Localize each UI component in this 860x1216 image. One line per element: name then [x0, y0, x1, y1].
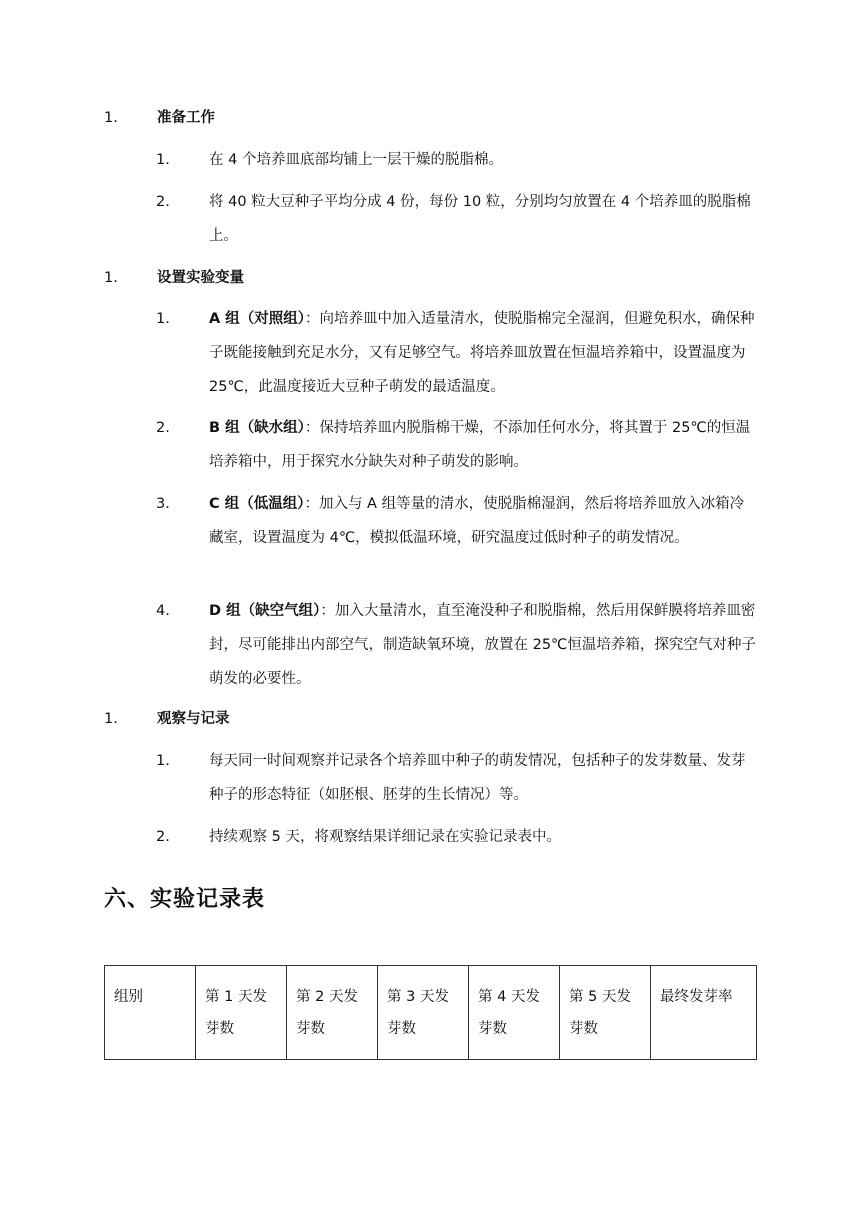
item-bold-label: B 组（缺水组） — [209, 420, 305, 436]
item-text: ：加入与 A 组等量的清水，使脱脂棉湿润，然后将培养皿放入冰箱冷藏室，设置温度为 4℃，模拟低温环境，研究温度过低时种子的萌发情况。 — [209, 496, 745, 546]
item-number: 1. — [156, 753, 170, 769]
record-table — [104, 965, 757, 1060]
list-item — [209, 594, 757, 696]
item-number: 1. — [156, 311, 170, 327]
item-text: 将 40 粒大豆种子平均分成 4 份，每份 10 粒，分别均匀放置在 4 个培养皿的脱脂棉上。 — [209, 194, 751, 244]
list-item — [209, 302, 757, 404]
section-heading: 设置实验变量 — [157, 270, 244, 286]
list-item — [209, 185, 757, 253]
list-item — [209, 143, 757, 177]
item-bold-label: A 组（对照组） — [209, 311, 306, 327]
table-header-cell: 第 1 天发芽数 — [196, 966, 287, 1060]
item-bold-label: D 组（缺空气组） — [209, 603, 321, 619]
item-bold-label: C 组（低温组） — [209, 496, 305, 512]
item-text: 在 4 个培养皿底部均铺上一层干燥的脱脂棉。 — [209, 152, 503, 168]
item-number: 2. — [156, 194, 170, 210]
list-item — [209, 487, 757, 555]
section-six-title: 六、实验记录表 — [104, 887, 266, 912]
item-number: 3. — [156, 496, 170, 512]
table-header-cell: 组别 — [105, 966, 196, 1060]
section-heading: 准备工作 — [157, 110, 215, 126]
item-text: 每天同一时间观察并记录各个培养皿中种子的萌发情况，包括种子的发芽数量、发芽种子的形态特征（如胚根、胚芽的生长情况）等。 — [209, 753, 746, 803]
item-text: ：加入大量清水，直至淹没种子和脱脂棉，然后用保鲜膜将培养皿密封，尽可能排出内部空气，制造缺氧环境，放置在 25℃恒温培养箱，探究空气对种子萌发的必要性。 — [209, 603, 756, 687]
section-number: 1. — [104, 110, 118, 126]
list-item — [209, 411, 757, 479]
table-header-row — [105, 966, 757, 1060]
item-number: 4. — [156, 603, 170, 619]
section-heading: 观察与记录 — [157, 711, 230, 727]
item-text: 持续观察 5 天，将观察结果详细记录在实验记录表中。 — [209, 829, 561, 845]
item-number: 1. — [156, 152, 170, 168]
item-text: ：向培养皿中加入适量清水，使脱脂棉完全湿润，但避免积水，确保种子既能接触到充足水分，又有足够空气。将培养皿放置在恒温培养箱中，设置温度为 25℃，此温度接近大豆种子萌发的最适温度。 — [209, 311, 755, 395]
list-item — [209, 820, 757, 854]
table-header-cell: 第 2 天发芽数 — [287, 966, 378, 1060]
item-text: ：保持培养皿内脱脂棉干燥，不添加任何水分，将其置于 25℃的恒温培养箱中，用于探究水分缺失对种子萌发的影响。 — [209, 420, 751, 470]
item-number: 2. — [156, 420, 170, 436]
section-number: 1. — [104, 711, 118, 727]
section-number: 1. — [104, 270, 118, 286]
list-item — [209, 744, 757, 812]
table-header-cell: 最终发芽率 — [651, 966, 757, 1060]
item-number: 2. — [156, 829, 170, 845]
table-header-cell: 第 5 天发芽数 — [560, 966, 651, 1060]
table-header-cell: 第 4 天发芽数 — [469, 966, 560, 1060]
table-header-cell: 第 3 天发芽数 — [378, 966, 469, 1060]
